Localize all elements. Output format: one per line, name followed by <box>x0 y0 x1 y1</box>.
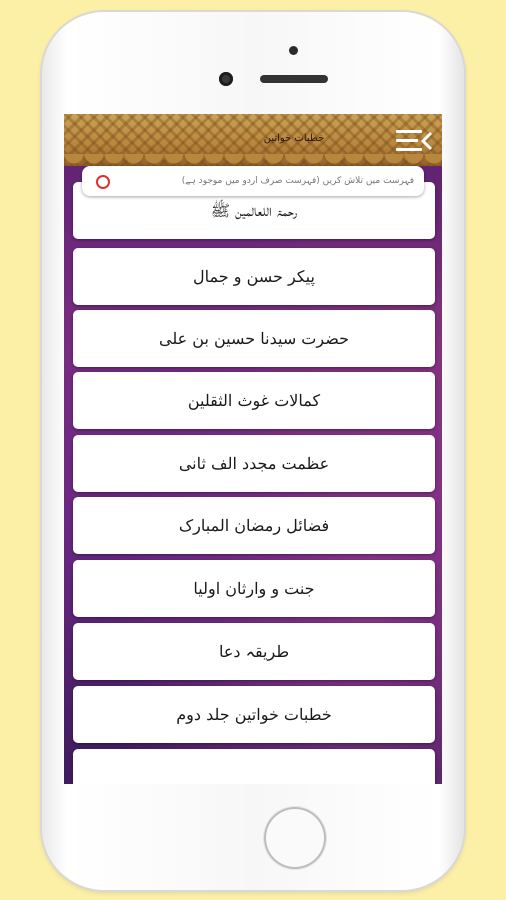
list-item-label: عظمت مجدد الف ثانی <box>178 454 330 473</box>
list-item-label: رحمۃ اللعالمین ﷺ <box>210 201 298 220</box>
list-item-label: طریقہ دعا <box>218 642 290 661</box>
list-item[interactable] <box>73 749 435 784</box>
search-bar[interactable] <box>82 166 424 196</box>
list-item[interactable] <box>73 435 435 492</box>
menu-bar <box>396 139 418 142</box>
search-input[interactable]: فہرست میں تلاش کریں (فہرست صرف اردو میں موجود ہے) <box>181 176 414 186</box>
earpiece-speaker <box>260 75 328 83</box>
list-item[interactable] <box>73 623 435 680</box>
list-item[interactable] <box>73 560 435 617</box>
list-item-label: خطبات خواتین جلد دوم <box>176 705 332 724</box>
list-item-label: فضائل رمضان المبارک <box>178 516 330 535</box>
proximity-sensor <box>289 46 298 55</box>
list-item[interactable] <box>73 248 435 305</box>
list-item-label: پیکر حسن و جمال <box>193 267 315 286</box>
menu-bar <box>396 148 422 151</box>
list-item[interactable] <box>73 372 435 429</box>
list-item[interactable] <box>73 686 435 743</box>
app-header <box>64 114 442 166</box>
topic-list[interactable] <box>73 202 435 784</box>
app-screen <box>64 114 442 784</box>
page-title: خطبات خواتین <box>263 133 325 144</box>
chevron-left-icon <box>421 131 433 151</box>
list-item[interactable] <box>73 310 435 367</box>
list-item-label: کمالات غوث الثقلین <box>187 391 321 410</box>
front-camera <box>219 72 233 86</box>
list-item[interactable] <box>73 497 435 554</box>
list-item-label: حضرت سیدنا حسین بن علی <box>159 329 349 348</box>
menu-arrow-icon[interactable] <box>394 128 434 154</box>
list-item-label: جنت و وارثان اولیا <box>193 579 315 598</box>
menu-bar <box>396 130 422 133</box>
home-button[interactable] <box>264 807 326 869</box>
list-item-label <box>83 749 425 784</box>
search-icon[interactable] <box>96 175 110 189</box>
